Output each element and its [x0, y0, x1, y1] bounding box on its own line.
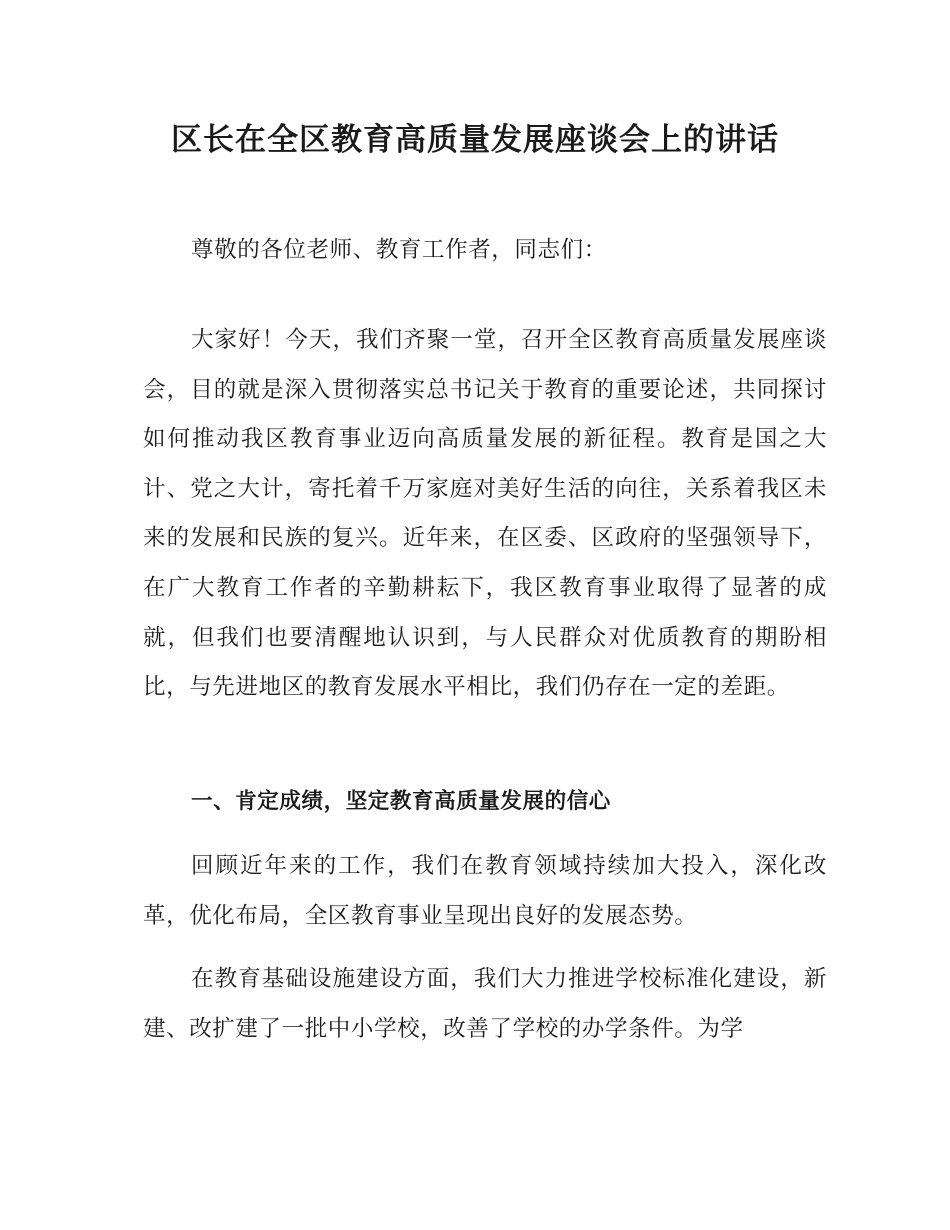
infrastructure-paragraph: 在教育基础设施建设方面，我们大力推进学校标准化建设，新建、改扩建了一批中小学校，改善了学校的办学条件。为学 [143, 966, 827, 1042]
intro-paragraph: 大家好！今天，我们齐聚一堂，召开全区教育高质量发展座谈会，目的就是深入贯彻落实总书记关于教育的重要论述，共同探讨如何推动我区教育事业迈向高质量发展的新征程。教育是国之大计、党之大计，寄托着千万家庭对美好生活的向往，关系着我区未来的发展和民族的复兴。近年来，在区委、区政府的坚强领导下，在广大教育工作者的辛勤耕耘下，我区教育事业取得了显著的成就，但我们也要清醒地认识到，与人民群众对优质教育的期盼相比，与先进地区的教育发展水平相比，我们仍存在一定的差距。 [143, 327, 827, 701]
section-1-heading: 一、肯定成绩，坚定教育高质量发展的信心 [191, 789, 611, 814]
review-paragraph: 回顾近年来的工作，我们在教育领域持续加大投入，深化改革，优化布局，全区教育事业呈现出良好的发展态势。 [143, 853, 827, 929]
document-title: 区长在全区教育高质量发展座谈会上的讲话 [171, 122, 779, 158]
salutation-paragraph: 尊敬的各位老师、教育工作者，同志们： [191, 237, 607, 263]
